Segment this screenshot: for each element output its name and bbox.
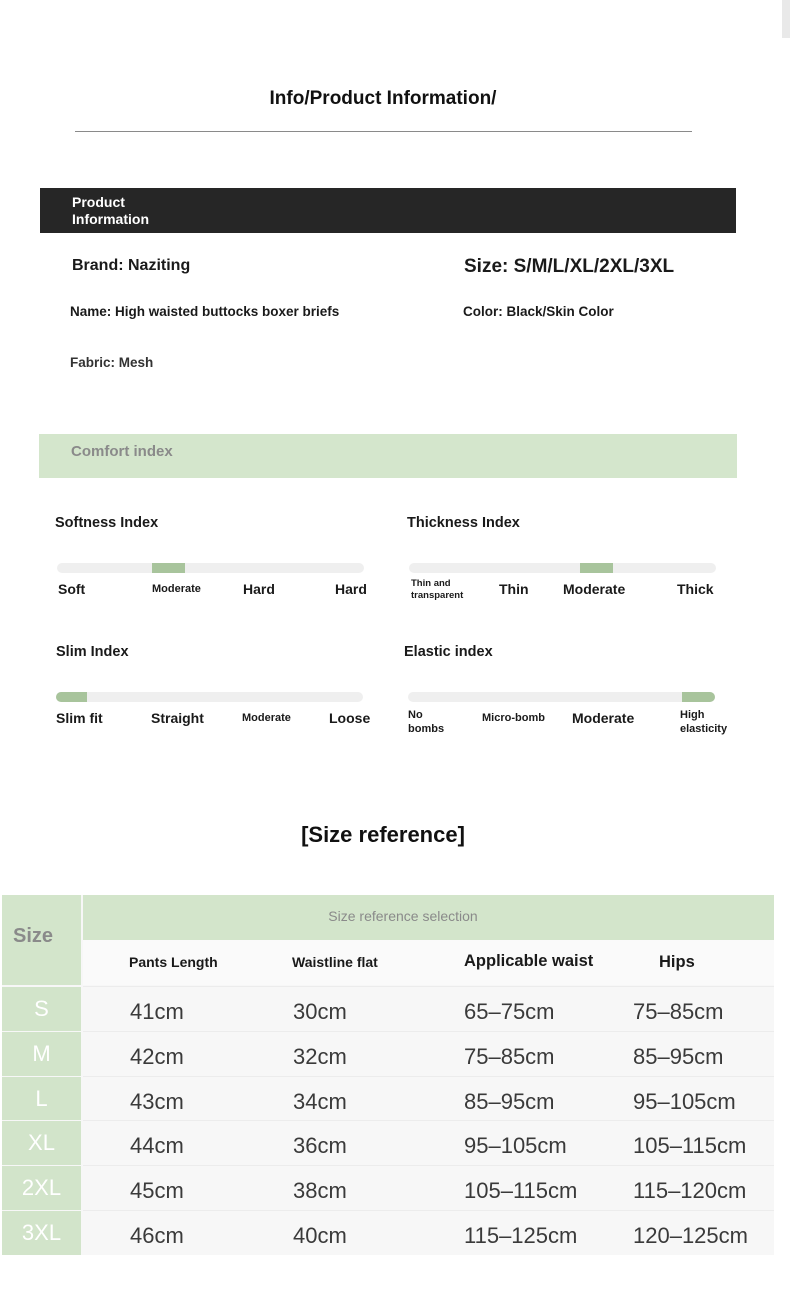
table-cell: 115–120cm — [633, 1178, 747, 1203]
title-divider — [75, 131, 692, 132]
elastic-label-high-elasticity: High elasticity — [680, 709, 728, 735]
table-cell: 36cm — [293, 1133, 347, 1158]
elastic-index-track — [408, 692, 715, 702]
row-divider — [83, 1120, 774, 1121]
table-cell: 95–105cm — [464, 1133, 567, 1158]
product-info-header-bar — [40, 188, 736, 233]
group-header-cell — [83, 895, 774, 940]
size-reference-title: [Size reference] — [301, 822, 465, 847]
table-cell: 105–115cm — [464, 1178, 578, 1203]
table-cell: 85–95cm — [633, 1044, 724, 1069]
thickness-index-title: Thickness Index — [407, 515, 520, 531]
softness-index-title: Softness Index — [55, 515, 159, 531]
table-cell: 45cm — [130, 1178, 184, 1203]
size-cell: M — [2, 1032, 81, 1076]
table-cell: 75–85cm — [464, 1044, 555, 1069]
elastic-index-title: Elastic index — [404, 644, 493, 660]
row-divider — [83, 1165, 774, 1166]
elastic-label-no-bombs: No bombs — [408, 709, 445, 735]
size-text: Size: S/M/L/XL/2XL/3XL — [464, 256, 675, 277]
col-header-applicable-waist: Applicable waist — [464, 952, 594, 970]
row-divider — [83, 986, 774, 987]
slim-label-slim-fit: Slim fit — [56, 710, 103, 726]
table-cell: 105–115cm — [633, 1133, 747, 1158]
thickness-label-thick: Thick — [677, 581, 714, 597]
table-cell: 120–125cm — [633, 1223, 748, 1248]
size-cell: 2XL — [2, 1166, 81, 1210]
group-header-label: Size reference selection — [328, 908, 478, 924]
softness-label-soft: Soft — [58, 581, 86, 597]
fabric-text: Fabric: Mesh — [70, 355, 154, 370]
row-divider — [83, 1031, 774, 1032]
thickness-index-track — [409, 563, 716, 573]
col-header-hips: Hips — [659, 953, 695, 971]
slim-index-indicator — [56, 692, 87, 702]
scrollbar[interactable] — [782, 0, 790, 38]
size-cell: S — [2, 987, 81, 1031]
table-cell: 44cm — [130, 1133, 184, 1158]
elastic-label-micro-bomb: Micro-bomb — [482, 712, 545, 724]
size-cell: L — [2, 1077, 81, 1120]
thickness-label-thin: Thin — [499, 581, 529, 597]
slim-index-track — [56, 692, 363, 702]
table-cell: 34cm — [293, 1089, 347, 1114]
table-cell: 46cm — [130, 1223, 184, 1248]
col-header-pants-length: Pants Length — [129, 954, 218, 970]
thickness-index-indicator — [580, 563, 613, 573]
softness-index-indicator — [152, 563, 185, 573]
table-cell: 85–95cm — [464, 1089, 555, 1114]
softness-label-hard: Hard — [243, 581, 275, 597]
slim-label-straight: Straight — [151, 710, 204, 726]
table-cell: 32cm — [293, 1044, 347, 1069]
table-cell: 42cm — [130, 1044, 184, 1069]
elastic-label-moderate: Moderate — [572, 710, 635, 726]
slim-index-title: Slim Index — [56, 644, 129, 660]
table-cell: 75–85cm — [633, 999, 724, 1024]
comfort-header: Comfort index — [71, 443, 173, 460]
size-cell: 3XL — [2, 1211, 81, 1255]
table-cell: 40cm — [293, 1223, 347, 1248]
product-info-header: Product Information — [72, 194, 149, 227]
table-cell: 38cm — [293, 1178, 347, 1203]
size-header-cell — [2, 895, 81, 985]
thickness-label-thin-transparent: Thin and transparent — [411, 578, 464, 601]
slim-label-loose: Loose — [329, 710, 371, 726]
comfort-header-bar — [39, 434, 737, 478]
row-divider — [83, 1076, 774, 1077]
col-header-waistline-flat: Waistline flat — [292, 954, 378, 970]
table-cell: 41cm — [130, 999, 184, 1024]
table-cell: 95–105cm — [633, 1089, 736, 1114]
softness-label-moderate: Moderate — [152, 583, 201, 595]
table-cell: 30cm — [293, 999, 347, 1024]
table-cell: 65–75cm — [464, 999, 555, 1024]
table-cell: 115–125cm — [464, 1223, 578, 1248]
thickness-label-moderate: Moderate — [563, 581, 626, 597]
table-cell: 43cm — [130, 1089, 184, 1114]
softness-index-track — [57, 563, 364, 573]
name-text: Name: High waisted buttocks boxer briefs — [70, 304, 340, 319]
page-title: Info/Product Information/ — [269, 88, 497, 109]
softness-label-hard-2: Hard — [335, 581, 367, 597]
row-divider — [83, 1210, 774, 1211]
size-header-label: Size — [13, 925, 54, 947]
elastic-index-indicator — [682, 692, 715, 702]
brand-text: Brand: Naziting — [72, 257, 191, 274]
color-text: Color: Black/Skin Color — [463, 304, 614, 319]
slim-label-moderate: Moderate — [242, 712, 291, 724]
size-cell: XL — [2, 1121, 81, 1165]
